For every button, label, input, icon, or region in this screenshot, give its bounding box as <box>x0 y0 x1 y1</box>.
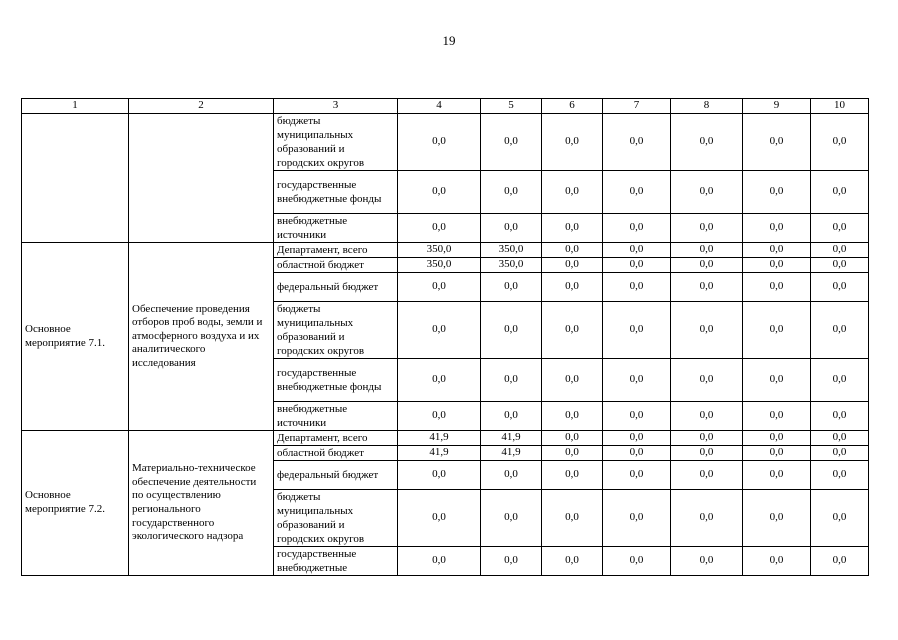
funding-source-cell: внебюджетные источники <box>274 402 398 431</box>
value-cell: 0,0 <box>671 490 743 547</box>
value-cell: 0,0 <box>398 171 481 214</box>
value-cell: 0,0 <box>481 214 542 243</box>
value-cell: 0,0 <box>542 446 603 461</box>
value-cell: 0,0 <box>743 431 811 446</box>
value-cell: 0,0 <box>603 446 671 461</box>
value-cell: 0,0 <box>542 547 603 576</box>
value-cell: 0,0 <box>398 273 481 302</box>
value-cell: 0,0 <box>542 273 603 302</box>
value-cell: 0,0 <box>743 461 811 490</box>
page-number: 19 <box>442 33 456 48</box>
value-cell: 350,0 <box>481 243 542 258</box>
value-cell: 0,0 <box>811 359 869 402</box>
event-description-cell: Обеспечение проведения отборов проб воды, земли и атмосферного воздуха и их аналитического исследования <box>129 243 274 431</box>
value-cell: 0,0 <box>542 359 603 402</box>
event-name-cell: Основное мероприятие 7.1. <box>22 243 129 431</box>
event-description-cell: Материально-техническое обеспечение деятельности по осуществлению регионального государственного экологического надзора <box>129 431 274 576</box>
value-cell: 0,0 <box>542 114 603 171</box>
value-cell: 0,0 <box>811 114 869 171</box>
value-cell: 0,0 <box>542 258 603 273</box>
value-cell: 0,0 <box>398 114 481 171</box>
funding-source-cell: государственные внебюджетные фонды <box>274 359 398 402</box>
value-cell: 0,0 <box>671 402 743 431</box>
value-cell: 0,0 <box>811 461 869 490</box>
value-cell: 0,0 <box>542 243 603 258</box>
value-cell: 0,0 <box>481 490 542 547</box>
value-cell: 0,0 <box>603 273 671 302</box>
value-cell: 0,0 <box>811 547 869 576</box>
value-cell: 0,0 <box>603 490 671 547</box>
value-cell: 0,0 <box>743 547 811 576</box>
value-cell: 0,0 <box>743 114 811 171</box>
funding-source-cell: федеральный бюджет <box>274 273 398 302</box>
value-cell: 0,0 <box>603 214 671 243</box>
column-header: 4 <box>398 99 481 114</box>
value-cell: 0,0 <box>481 402 542 431</box>
column-header: 10 <box>811 99 869 114</box>
value-cell: 0,0 <box>542 402 603 431</box>
value-cell: 0,0 <box>671 302 743 359</box>
value-cell: 0,0 <box>603 171 671 214</box>
value-cell: 0,0 <box>481 302 542 359</box>
funding-source-cell: внебюджетные источники <box>274 214 398 243</box>
value-cell: 0,0 <box>398 359 481 402</box>
value-cell: 0,0 <box>671 446 743 461</box>
value-cell: 0,0 <box>811 214 869 243</box>
value-cell: 0,0 <box>481 171 542 214</box>
value-cell: 0,0 <box>542 431 603 446</box>
event-description-cell <box>129 114 274 243</box>
value-cell: 0,0 <box>542 302 603 359</box>
value-cell: 0,0 <box>743 258 811 273</box>
event-name-cell: Основное мероприятие 7.2. <box>22 431 129 576</box>
value-cell: 0,0 <box>603 243 671 258</box>
value-cell: 0,0 <box>811 431 869 446</box>
budget-table <box>21 98 869 576</box>
value-cell: 0,0 <box>603 359 671 402</box>
value-cell: 0,0 <box>671 461 743 490</box>
funding-source-cell: бюджеты муниципальных образований и городских округов <box>274 114 398 171</box>
value-cell: 0,0 <box>743 171 811 214</box>
value-cell: 0,0 <box>481 273 542 302</box>
value-cell: 41,9 <box>481 431 542 446</box>
value-cell: 0,0 <box>811 273 869 302</box>
value-cell: 0,0 <box>671 359 743 402</box>
value-cell: 0,0 <box>811 402 869 431</box>
value-cell: 0,0 <box>671 171 743 214</box>
value-cell: 0,0 <box>603 258 671 273</box>
column-header: 5 <box>481 99 542 114</box>
value-cell: 0,0 <box>671 273 743 302</box>
table-row <box>22 431 869 446</box>
header-row <box>22 99 869 114</box>
value-cell: 0,0 <box>743 446 811 461</box>
column-header: 8 <box>671 99 743 114</box>
funding-source-cell: областной бюджет <box>274 446 398 461</box>
funding-source-cell: бюджеты муниципальных образований и городских округов <box>274 302 398 359</box>
value-cell: 0,0 <box>743 302 811 359</box>
value-cell: 350,0 <box>481 258 542 273</box>
table-row <box>22 243 869 258</box>
value-cell: 0,0 <box>743 273 811 302</box>
value-cell: 0,0 <box>481 359 542 402</box>
funding-source-cell: государственные внебюджетные <box>274 547 398 576</box>
value-cell: 350,0 <box>398 243 481 258</box>
value-cell: 0,0 <box>811 490 869 547</box>
value-cell: 0,0 <box>811 302 869 359</box>
value-cell: 0,0 <box>481 547 542 576</box>
value-cell: 0,0 <box>398 547 481 576</box>
value-cell: 0,0 <box>603 461 671 490</box>
value-cell: 0,0 <box>743 402 811 431</box>
column-header: 9 <box>743 99 811 114</box>
value-cell: 0,0 <box>743 359 811 402</box>
value-cell: 0,0 <box>603 402 671 431</box>
funding-source-cell: Департамент, всего <box>274 243 398 258</box>
value-cell: 0,0 <box>743 490 811 547</box>
value-cell: 41,9 <box>481 446 542 461</box>
value-cell: 0,0 <box>811 171 869 214</box>
value-cell: 0,0 <box>481 114 542 171</box>
value-cell: 0,0 <box>542 461 603 490</box>
value-cell: 350,0 <box>398 258 481 273</box>
table-row <box>22 114 869 171</box>
value-cell: 0,0 <box>603 114 671 171</box>
funding-source-cell: федеральный бюджет <box>274 461 398 490</box>
value-cell: 0,0 <box>398 214 481 243</box>
value-cell: 0,0 <box>743 214 811 243</box>
value-cell: 0,0 <box>671 547 743 576</box>
value-cell: 0,0 <box>811 446 869 461</box>
column-header: 3 <box>274 99 398 114</box>
value-cell: 0,0 <box>398 302 481 359</box>
value-cell: 0,0 <box>811 258 869 273</box>
column-header: 7 <box>603 99 671 114</box>
value-cell: 0,0 <box>603 431 671 446</box>
funding-source-cell: Департамент, всего <box>274 431 398 446</box>
funding-source-cell: областной бюджет <box>274 258 398 273</box>
value-cell: 0,0 <box>743 243 811 258</box>
funding-source-cell: государственные внебюджетные фонды <box>274 171 398 214</box>
value-cell: 0,0 <box>671 214 743 243</box>
value-cell: 0,0 <box>542 171 603 214</box>
column-header: 6 <box>542 99 603 114</box>
value-cell: 0,0 <box>671 431 743 446</box>
value-cell: 41,9 <box>398 446 481 461</box>
funding-source-cell: бюджеты муниципальных образований и городских округов <box>274 490 398 547</box>
value-cell: 0,0 <box>398 461 481 490</box>
column-header: 2 <box>129 99 274 114</box>
event-name-cell <box>22 114 129 243</box>
value-cell: 0,0 <box>603 302 671 359</box>
value-cell: 0,0 <box>398 402 481 431</box>
value-cell: 0,0 <box>671 258 743 273</box>
value-cell: 0,0 <box>811 243 869 258</box>
value-cell: 0,0 <box>542 214 603 243</box>
value-cell: 0,0 <box>398 490 481 547</box>
value-cell: 0,0 <box>603 547 671 576</box>
value-cell: 0,0 <box>481 461 542 490</box>
value-cell: 0,0 <box>542 490 603 547</box>
value-cell: 0,0 <box>671 243 743 258</box>
value-cell: 41,9 <box>398 431 481 446</box>
column-header: 1 <box>22 99 129 114</box>
value-cell: 0,0 <box>671 114 743 171</box>
